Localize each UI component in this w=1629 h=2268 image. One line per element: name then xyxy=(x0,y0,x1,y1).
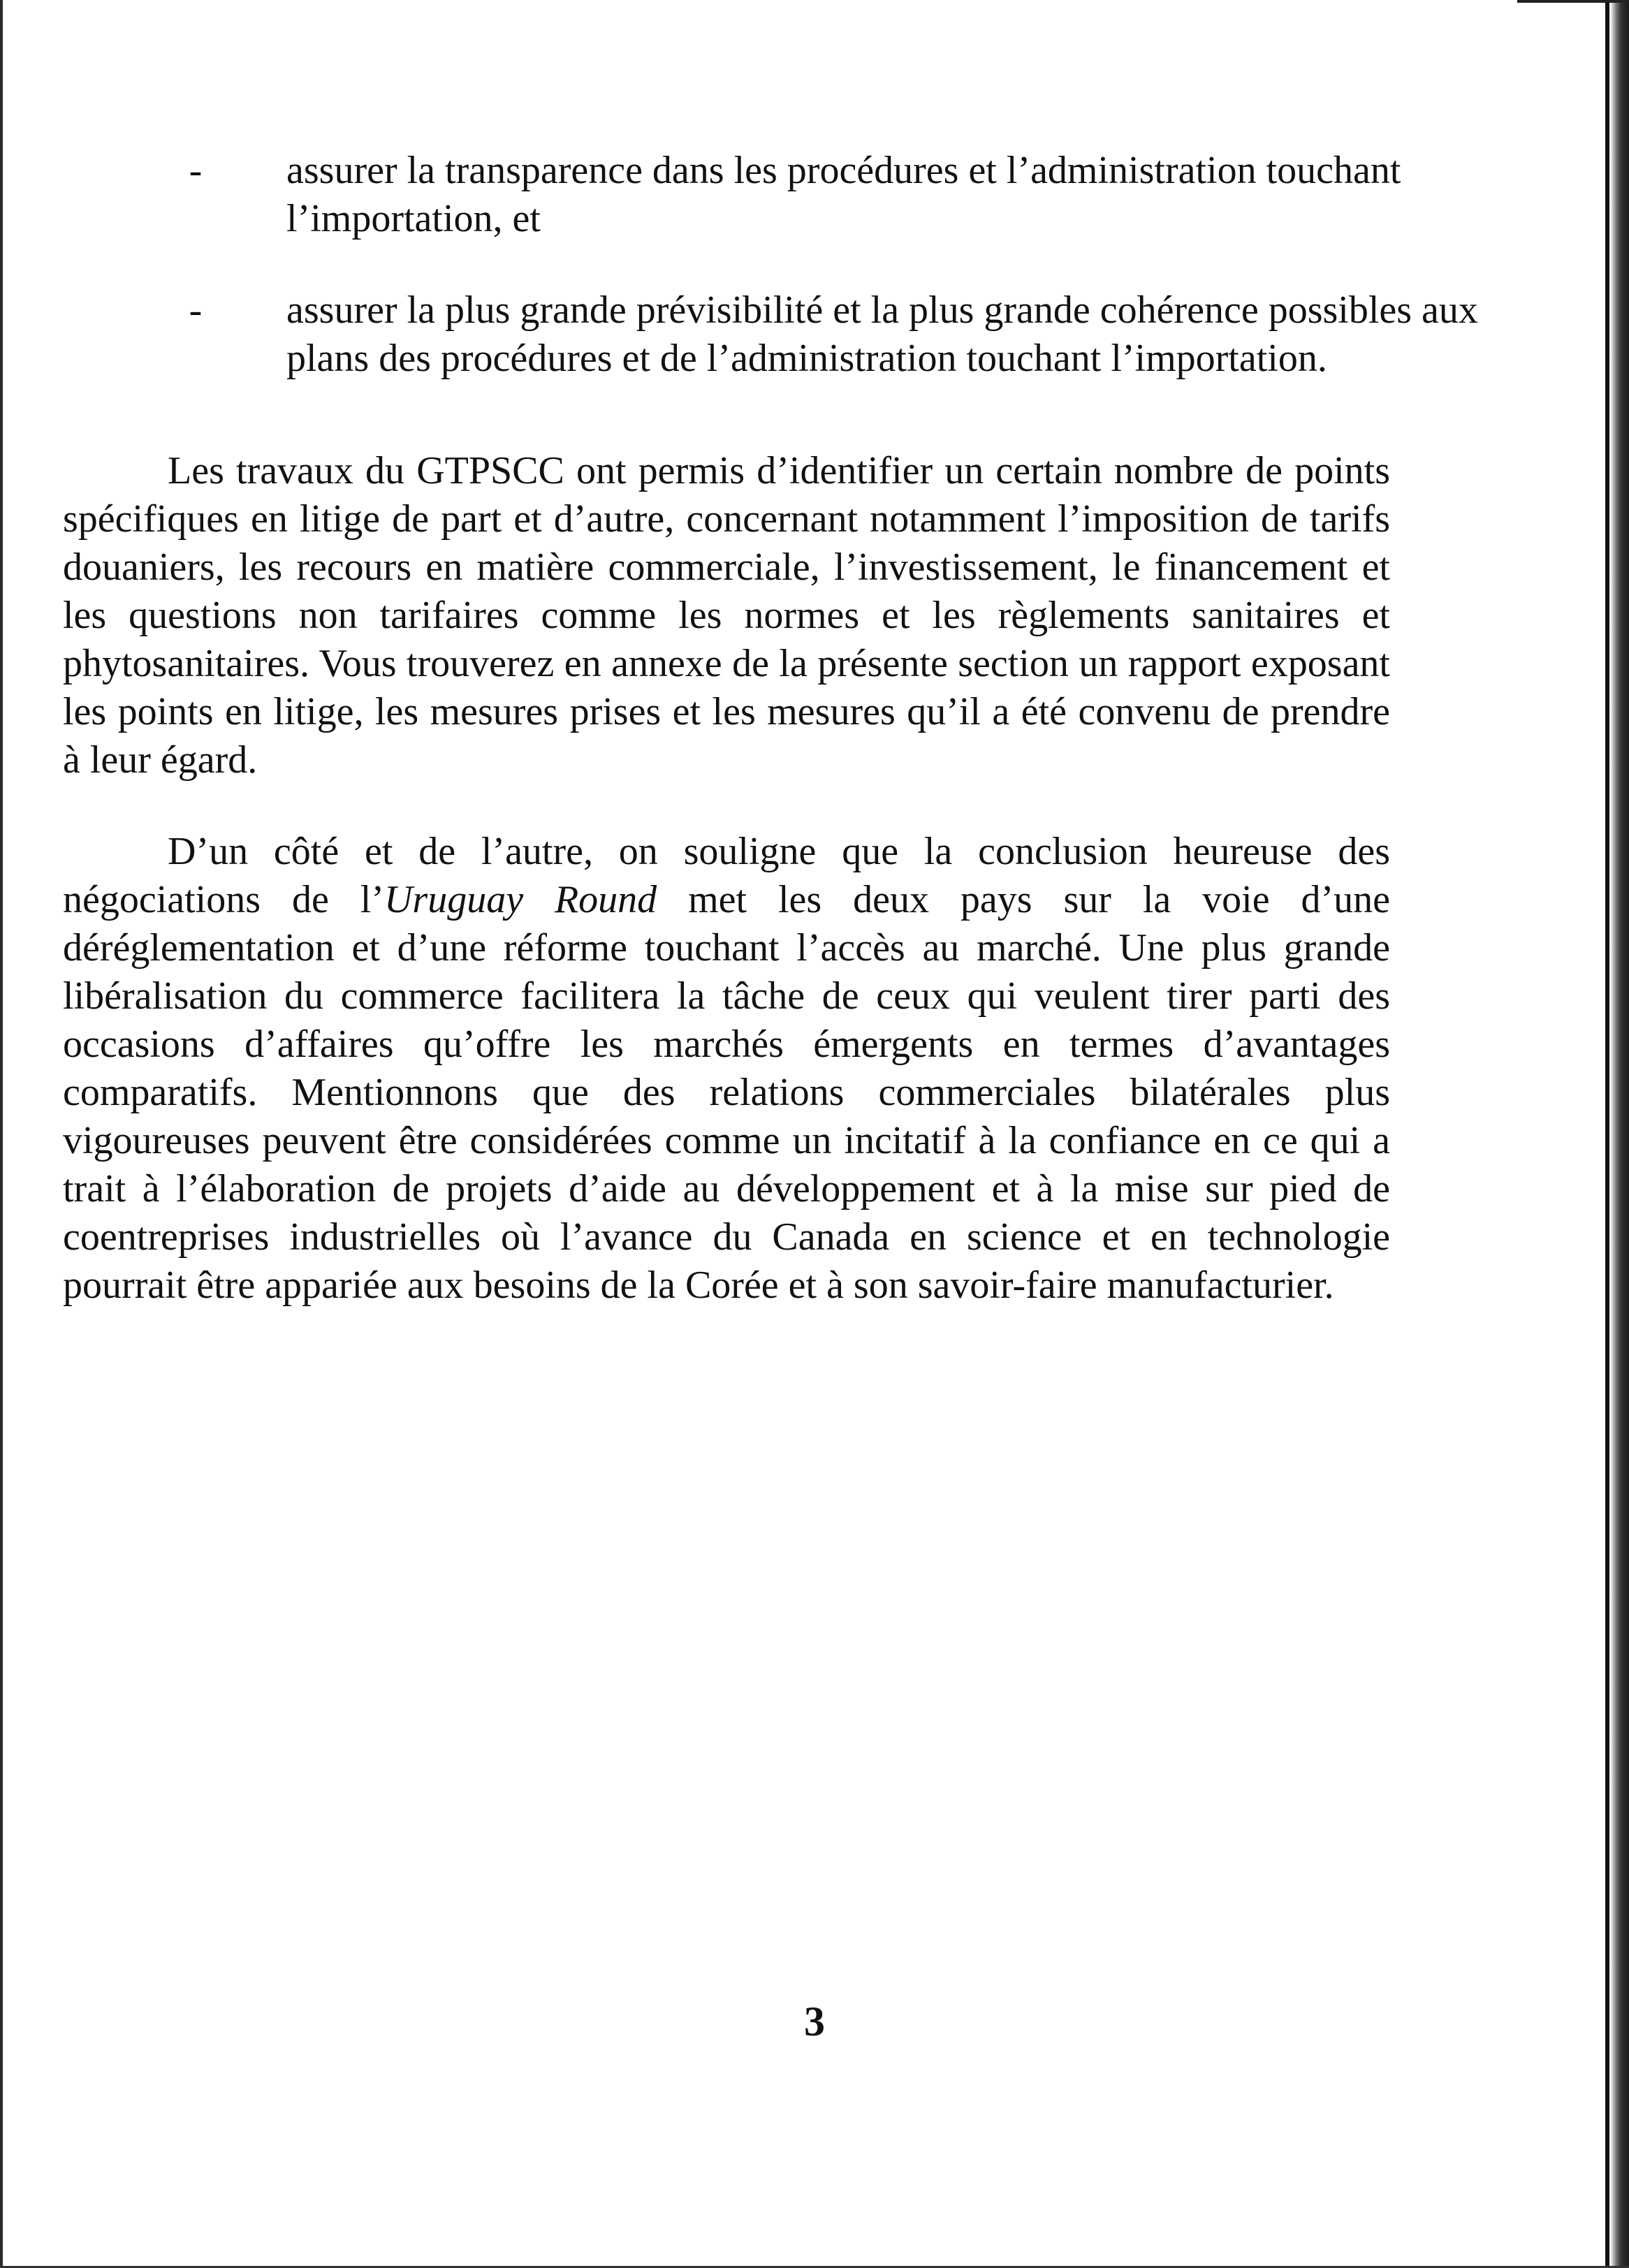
bullet-text: assurer la plus grande prévisibilité et la plus grande cohérence possibles aux plans des procédures et de l’administration touchant l’importation. xyxy=(286,288,1478,380)
bullet-item xyxy=(63,147,1488,243)
paragraph-text-start: D’un côté et de l’autre, on souligne que la conclusion heureuse des négociations de l’ xyxy=(63,830,1390,921)
scan-edge-left xyxy=(0,0,3,2268)
bullet-dash: - xyxy=(189,149,203,192)
paragraph-italic-term: Uruguay Round xyxy=(383,878,657,921)
scan-edge-right xyxy=(1609,0,1629,2268)
paragraph-text-end: met les deux pays sur la voie d’une déréglementation et d’une réforme touchant l’accès au marché. Une plus grande libéralisation du commerce facilitera la tâche de ceux qui veulent tirer parti des occasions d’affaires qu’offre les marchés émergents en termes d’avantages comparatifs. Mentionnons que des relations commerciales bilatérales plus vigoureuses peuvent être considérées comme un incitatif à la confiance en ce qui a trait à l’élaboration de projets d’aide au développement et à la mise sur pied de coentreprises industrielles où l’avance du Canada en science et en technologie pourrait être appariée aux besoins de la Corée et à son savoir-faire manufacturier. xyxy=(63,878,1390,1307)
page-number: 3 xyxy=(804,1998,825,2044)
bullet-text: assurer la transparence dans les procédures et l’administration touchant l’importation, et xyxy=(286,149,1401,240)
scan-edge-top xyxy=(1517,0,1629,3)
bullet-dash: - xyxy=(189,288,203,332)
bullet-item xyxy=(63,286,1488,383)
document-page xyxy=(63,147,1478,1353)
paragraph-gtpscc: Les travaux du GTPSCC ont permis d’identifier un certain nombre de points spécifiques en litige de part et d’autre, concernant notamment l’imposition de tarifs douaniers, les recours en matière commerciale, l’investissement, le financement et les questions non tarifaires comme les normes et les règlements sanitaires et phytosanitaires. Vous trouverez en annexe de la présente section un rapport exposant les points en litige, les mesures prises et les mesures qu’il a été convenu de prendre à leur égard. xyxy=(63,449,1390,782)
paragraph-uruguay-round xyxy=(63,828,1390,1310)
